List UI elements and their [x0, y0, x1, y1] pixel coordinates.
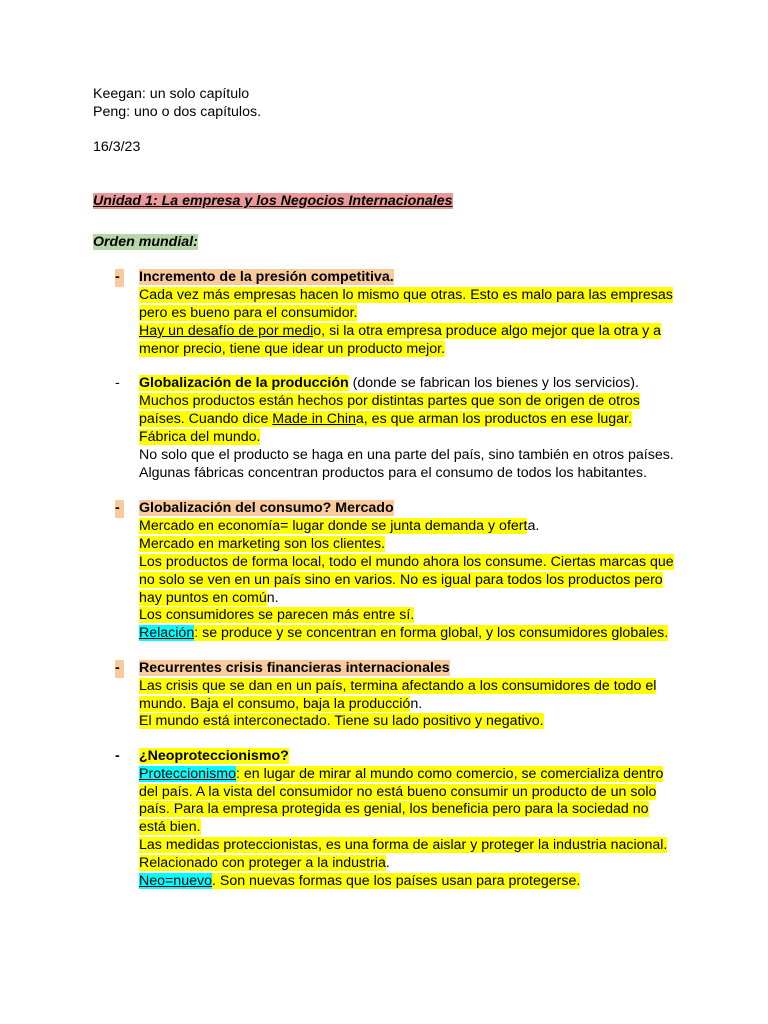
header-peng: Peng: uno o dos capítulos.	[93, 104, 262, 120]
s5-line: Las medidas proteccionistas, es una forma de aislar y proteger la industria nacional.	[139, 837, 668, 853]
s3-line: hay puntos en común.	[139, 590, 279, 606]
s5-line: país. Para la empresa protegida es genial, los beneficia pero para la sociedad no	[139, 801, 649, 817]
bullet-dash: -	[115, 748, 120, 764]
s2-line: No solo que el producto se haga en una parte del país, sino también en otros países.	[139, 447, 674, 463]
s4-heading: Recurrentes crisis financieras internacionales	[139, 660, 450, 676]
bullet-dash: -	[115, 660, 124, 678]
s2-heading: Globalización de la producción (donde se fabrican los bienes y los servicios).	[139, 375, 639, 391]
s1-line: Cada vez más empresas hacen lo mismo que otras. Esto es malo para las empresas	[139, 287, 673, 303]
s1-line: menor precio, tiene que idear un producto mejor.	[139, 341, 446, 357]
section-heading: Orden mundial:	[93, 234, 198, 250]
s3-heading: Globalización del consumo? Mercado	[139, 500, 394, 516]
s2-line: Muchos productos están hechos por distintas partes que son de origen de otros	[139, 393, 640, 409]
s4-line: El mundo está interconectado. Tiene su lado positivo y negativo.	[139, 713, 544, 729]
s1-heading: Incremento de la presión competitiva.	[139, 269, 394, 285]
s1-line: Hay un desafío de por medio, si la otra empresa produce algo mejor que la otra y a	[139, 323, 662, 339]
bullet-dash: -	[115, 375, 120, 391]
bullet-dash: -	[115, 500, 124, 518]
s3-line: Los consumidores se parecen más entre sí.	[139, 607, 415, 623]
s5-line: está bien.	[139, 819, 201, 835]
s5-line: del país. A la vista del consumidor no está bueno consumir un producto de un solo	[139, 784, 657, 800]
s3-line: Los productos de forma local, todo el mundo ahora los consume. Ciertas marcas que	[139, 554, 674, 570]
s3-line: Mercado en marketing son los clientes.	[139, 536, 386, 552]
header-date: 16/3/23	[93, 139, 141, 155]
s5-line: Proteccionismo: en lugar de mirar al mundo como comercio, se comercializa dentro	[139, 766, 664, 782]
s3-line: no solo se ven en un país sino en varios. No es igual para todos los productos pero	[139, 572, 663, 588]
header-keegan: Keegan: un solo capítulo	[93, 86, 250, 102]
s5-line: Relacionado con proteger a la industria.	[139, 855, 390, 871]
s2-line: países. Cuando dice Made in China, es que arman los productos en ese lugar.	[139, 411, 632, 427]
s3-line: Mercado en economía= lugar donde se junta demanda y oferta.	[139, 518, 540, 534]
s5-heading: ¿Neoproteccionismo?	[139, 748, 289, 764]
s4-line: Las crisis que se dan en un país, termina afectando a los consumidores de todo el	[139, 678, 657, 694]
s5-line: Neo=nuevo. Son nuevas formas que los países usan para protegerse.	[139, 873, 581, 889]
s2-line: Fábrica del mundo.	[139, 429, 261, 445]
s2-line: Algunas fábricas concentran productos para el consumo de todos los habitantes.	[139, 465, 647, 481]
unit-title: Unidad 1: La empresa y los Negocios Internacionales	[93, 193, 453, 209]
s1-line: pero es bueno para el consumidor.	[139, 305, 358, 321]
s3-line: Relación: se produce y se concentran en forma global, y los consumidores globales.	[139, 625, 669, 641]
bullet-dash: -	[115, 269, 124, 287]
s4-line: mundo. Baja el consumo, baja la producción.	[139, 696, 423, 712]
